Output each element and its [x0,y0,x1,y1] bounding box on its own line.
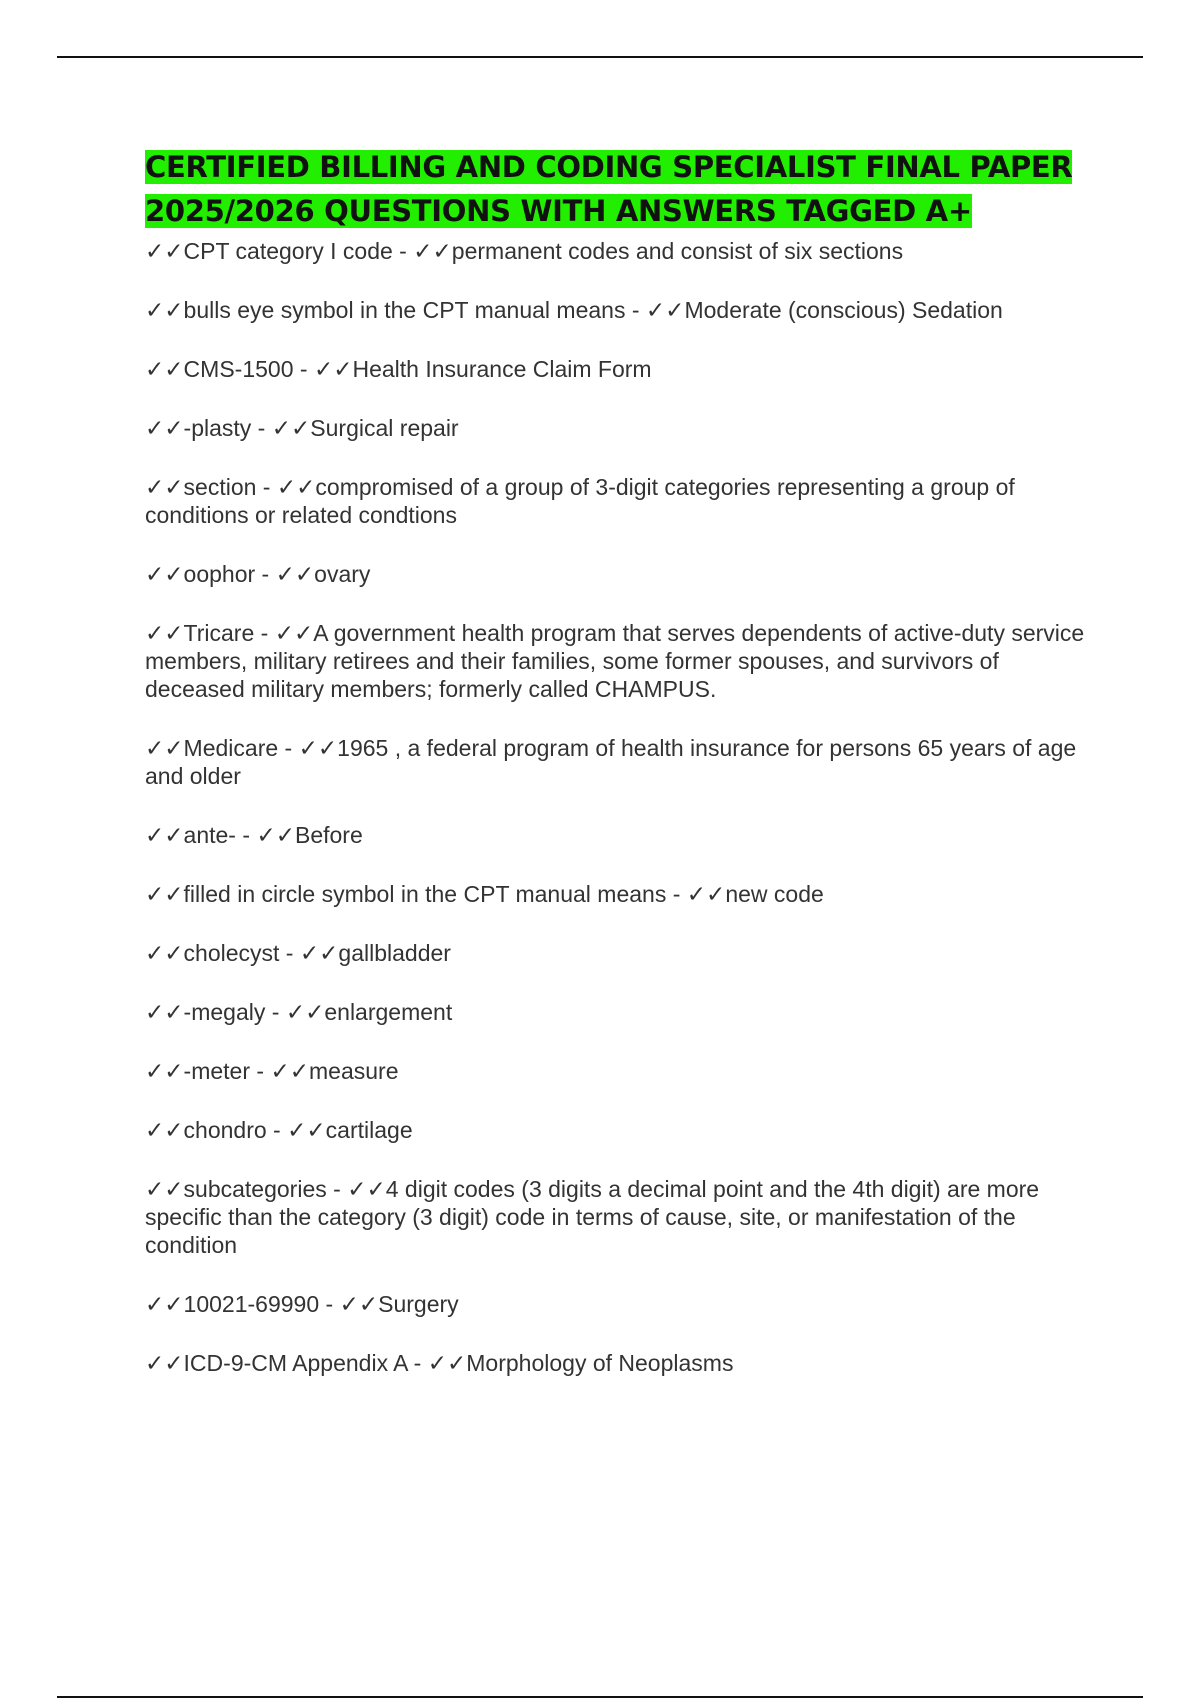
qa-definition: new code [725,881,824,907]
check-mark-icon: ✓✓ [339,1291,379,1317]
qa-term: ante- [183,822,236,848]
check-mark-icon: ✓✓ [145,1350,184,1376]
qa-term: ICD-9-CM Appendix A [183,1350,408,1376]
qa-item [145,1349,1085,1377]
check-mark-icon: ✓✓ [413,238,452,264]
qa-term: -megaly [183,999,266,1025]
qa-term: -plasty [183,415,252,441]
qa-separator: - [326,1176,348,1202]
qa-separator: - [319,1291,340,1317]
qa-separator: - [625,297,646,323]
footer-rule [57,1696,1143,1698]
qa-term: CMS-1500 [183,356,294,382]
check-mark-icon: ✓✓ [145,238,184,264]
check-mark-icon: ✓✓ [145,561,184,587]
check-mark-icon: ✓✓ [287,1117,326,1143]
check-mark-icon: ✓✓ [298,735,338,761]
qa-item [145,1290,1085,1318]
qa-definition: Surgery [378,1291,459,1317]
check-mark-icon: ✓✓ [145,881,184,907]
qa-separator: - [278,735,299,761]
qa-separator: - [265,999,286,1025]
qa-definition: Morphology of Neoplasms [466,1350,734,1376]
qa-definition: 1965 , a federal program of health insurance for persons 65 years of age and older [145,735,1077,789]
check-mark-icon: ✓✓ [145,1291,184,1317]
qa-term: Medicare [183,735,279,761]
qa-definition: Before [294,822,363,848]
qa-separator: - [293,356,314,382]
header-rule [57,56,1143,58]
qa-definition: enlargement [324,999,453,1025]
check-mark-icon: ✓✓ [145,735,184,761]
qa-item [145,821,1085,849]
qa-item [145,939,1085,967]
qa-definition: permanent codes and consist of six sections [451,238,904,264]
check-mark-icon: ✓✓ [276,474,316,500]
check-mark-icon: ✓✓ [145,1117,184,1143]
check-mark-icon: ✓✓ [145,297,184,323]
check-mark-icon: ✓✓ [145,1058,184,1084]
qa-definition: Moderate (conscious) Sedation [684,297,1003,323]
qa-definition: gallbladder [338,940,451,966]
check-mark-icon: ✓✓ [256,822,295,848]
check-mark-icon: ✓✓ [145,940,184,966]
qa-separator: - [235,822,257,848]
check-mark-icon: ✓✓ [645,297,685,323]
qa-item [145,560,1085,588]
check-mark-icon: ✓✓ [145,620,184,646]
check-mark-icon: ✓✓ [145,474,184,500]
document-body [145,145,1085,1408]
qa-item [145,1057,1085,1085]
check-mark-icon: ✓✓ [145,1176,184,1202]
title-highlight: CERTIFIED BILLING AND CODING SPECIALIST FINAL PAPER 2025/2026 QUESTIONS WITH ANSWERS TAGGED A+ [145,150,1073,228]
qa-item [145,619,1085,703]
qa-definition: Surgical repair [310,415,459,441]
check-mark-icon: ✓✓ [347,1176,386,1202]
check-mark-icon: ✓✓ [686,881,726,907]
qa-term: subcategories [183,1176,327,1202]
qa-separator: - [256,474,277,500]
qa-definition: compromised of a group of 3-digit categories representing a group of conditions or related condtions [145,474,1015,528]
check-mark-icon: ✓✓ [145,415,184,441]
document-title [145,145,1085,233]
check-mark-icon: ✓✓ [285,999,325,1025]
qa-separator: - [266,1117,288,1143]
check-mark-icon: ✓✓ [299,940,339,966]
qa-term: 10021-69990 [183,1291,320,1317]
qa-definition: 4 digit codes (3 digits a decimal point and the 4th digit) are more specific than the category (3 digit) code in terms of cause, site, or manifestation of the condition [145,1176,1040,1258]
check-mark-icon: ✓✓ [427,1350,467,1376]
check-mark-icon: ✓✓ [313,356,353,382]
qa-item [145,473,1085,529]
qa-separator: - [407,1350,428,1376]
qa-separator: - [250,1058,271,1084]
qa-item [145,1116,1085,1144]
qa-separator: - [392,238,414,264]
qa-term: -meter [183,1058,250,1084]
qa-item [145,414,1085,442]
qa-list [145,237,1085,1377]
qa-definition: Health Insurance Claim Form [352,356,652,382]
qa-term: section [183,474,257,500]
qa-term: oophor [183,561,256,587]
qa-definition: ovary [314,561,371,587]
qa-item [145,734,1085,790]
qa-item [145,880,1085,908]
qa-term: CPT category I code [183,238,393,264]
qa-separator: - [254,620,275,646]
check-mark-icon: ✓✓ [145,356,184,382]
qa-term: Tricare [183,620,255,646]
check-mark-icon: ✓✓ [145,822,184,848]
qa-term: filled in circle symbol in the CPT manual means [183,881,667,907]
qa-term: bulls eye symbol in the CPT manual means [183,297,626,323]
qa-item [145,998,1085,1026]
check-mark-icon: ✓✓ [274,620,314,646]
qa-item [145,237,1085,265]
check-mark-icon: ✓✓ [275,561,315,587]
check-mark-icon: ✓✓ [145,999,184,1025]
qa-definition: measure [309,1058,399,1084]
qa-term: chondro [183,1117,267,1143]
qa-item [145,355,1085,383]
qa-item [145,296,1085,324]
qa-term: cholecyst [183,940,280,966]
qa-separator: - [279,940,300,966]
qa-item [145,1175,1085,1259]
qa-definition: A government health program that serves dependents of active-duty service members, military retirees and their families, some former spouses, and survivors of deceased military members; formerly called CHAMPUS. [145,620,1085,702]
qa-separator: - [251,415,272,441]
check-mark-icon: ✓✓ [271,415,311,441]
check-mark-icon: ✓✓ [270,1058,309,1084]
qa-separator: - [255,561,276,587]
qa-definition: cartilage [325,1117,413,1143]
qa-separator: - [666,881,687,907]
